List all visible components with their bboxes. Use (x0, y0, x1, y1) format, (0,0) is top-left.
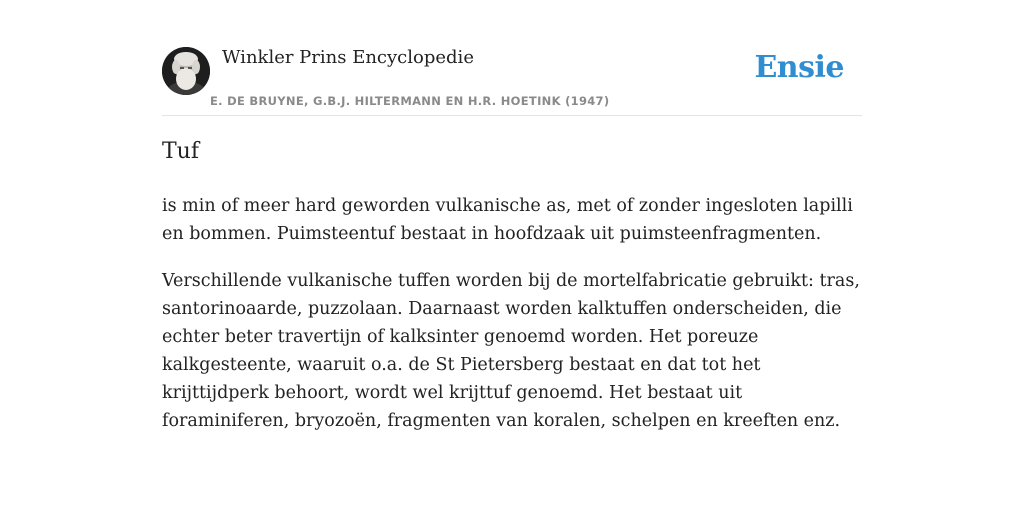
source-authors: E. DE BRUYNE, G.B.J. HILTERMANN EN H.R. HOETINK (1947) (210, 94, 610, 108)
author-portrait-icon[interactable] (162, 47, 210, 95)
brand-logo-link[interactable]: Ensie (754, 50, 844, 85)
article-paragraph: is min of meer hard geworden vulkanische as, met of zonder ingesloten lapilli en bommen. Puimsteentuf bestaat in hoofdzaak uit puimsteenfragmenten. (162, 196, 853, 244)
source-title-link[interactable]: Winkler Prins Encyclopedie (222, 47, 474, 68)
article-title: Tuf (162, 139, 199, 164)
article-paragraph: Verschillende vulkanische tuffen worden bij de mortelfabricatie gebruikt: tras, santorinoaarde, puzzolaan. Daarnaast worden kalktuffen onderscheiden, die echter beter travertijn of kalksinter genoemd worden. Het poreuze kalkgesteente, waaruit o.a. de St Pietersberg bestaat en dat tot het krijttijdperk behoort, wordt wel krijttuf genoemd. Het bestaat uit foraminiferen, bryozoën, fragmenten van koralen, schelpen en kreeften enz. (162, 271, 860, 431)
article-body (162, 192, 862, 454)
source-header (162, 44, 862, 116)
